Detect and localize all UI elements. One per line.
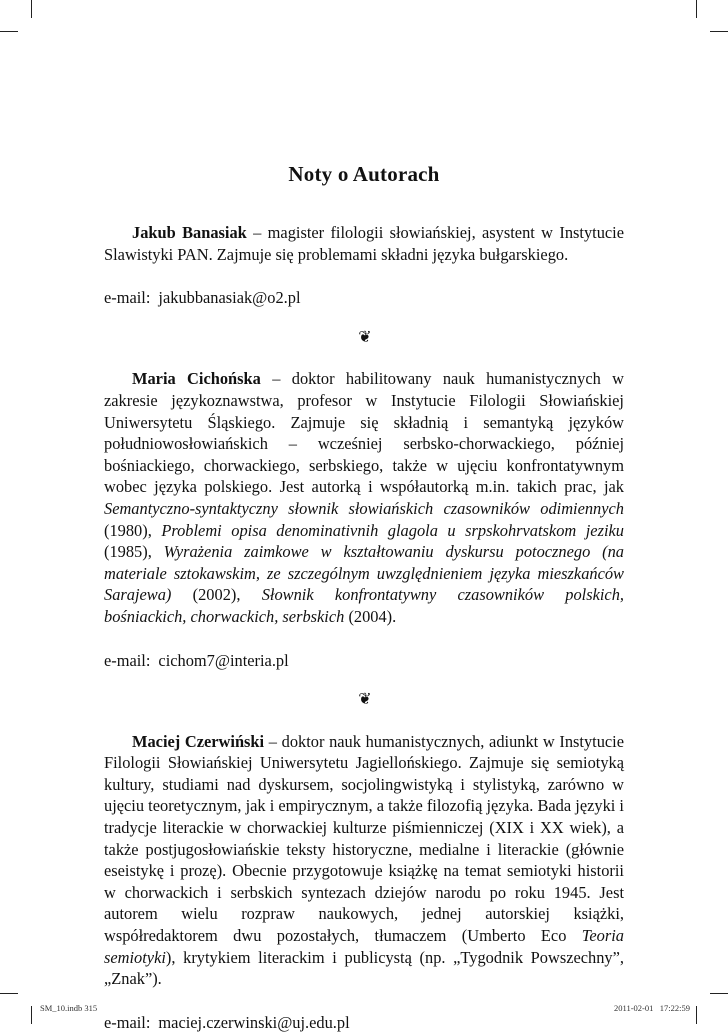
work-title: Problemi opisa denominativnih glagola u srpskohrvatskom jeziku [161,520,624,540]
author-bio: ), krytykiem literackim i publicystą (np. „Tygodnik Powszechny”, „Znak”). [104,947,624,989]
author-bio: (1985), [104,542,164,562]
author-bio: – doktor nauk humanistycznych, adiunkt w Instytucie Filologii Słowiańskiej Uniwersytetu Jagiellońskiego. Zajmuje się semiotyką kultury, studiami nad dyskursem, socjolingwistyką i stylistyką, zarówno w ujęciu teoretycznym, jak i empirycznym, a także filozofią języka. Bada języki i tradycje literackie w chorwackiej kulturze piśmienniczej (XIX i XX wiek), a także postjugosłowiańskie teksty historyczne, medialne i literackie (głównie eseistykę i prozę). Obecnie przygotowuje książkę na temat semiotyki historii w chorwackich i serbskich syntezach dziejów narodu po roku 1945. Jest autorem wielu rozpraw naukowych, jednej autorskiej książki, współredaktorem dwu pozostałych, tłumaczem (Umberto Eco [104,731,625,946]
crop-mark-bottom-right-vertical [696,1006,697,1024]
author-name: Maciej Czerwiński [132,731,265,751]
author-bio: – doktor habilitowany nauk humanistycznych w zakresie językoznawstwa, profesor w Instytucie Filologii Słowiańskiej Uniwersytetu Śląskiego. Zajmuje się składnią i semantyką języków południowosłowiańskich – wcześniej serbsko-chorwackiego, później bośniackiego, chorwackiego, serbskiego, także w ujęciu konfrontatywnym wobec języka polskiego. Jest autorką i współautorką m.in. takich prac, jak [104,369,624,497]
crop-mark-top-right-vertical [696,0,697,18]
author-email-line [104,650,624,672]
email-label: e-mail: [104,650,151,670]
work-title: Słownik konfrontatywny czasowników polskich, bośniackich, chorwackich, serbskich [104,585,624,626]
author-name: Maria Cichońska [132,369,261,389]
email-address: maciej.czerwinski@uj.edu.pl [158,1012,350,1032]
email-label: e-mail: [104,1012,151,1032]
author-email-line [104,1012,624,1033]
crop-mark-top-left-vertical [31,0,32,18]
author-entry [104,731,624,990]
author-name: Jakub Banasiak [132,223,247,242]
author-bio: (1980), [104,520,162,540]
author-entry [104,368,624,627]
footer-file-info: SM_10.indb 315 [40,1003,98,1013]
footer-timestamp: 2011-02-01 17:22:59 [614,1003,690,1013]
author-bio: – magister filologii słowiańskiej, asystent w Instytucie Slawistyki PAN. Zajmuje się problemami składni języka bułgarskiego. [104,223,624,264]
page-title: Noty o Autorach [288,162,440,186]
work-title: Semantyczno-syntaktyczny słownik słowiańskich czasowników odimiennych [104,498,624,518]
work-title: Teoria semiotyki [104,926,624,967]
crop-mark-top-right-horizontal [710,31,728,32]
ornament-icon: ❦ [358,328,370,346]
email-address: jakubbanasiak@o2.pl [158,288,301,308]
author-email-line [104,287,624,309]
email-address: cichom7@interia.pl [158,650,289,670]
work-title: Wyrażenia zaimkowe w kształtowaniu dyskursu potocznego (na materiale sztokawskim, ze szczególnym uwzględnieniem języka mieszkańców Sarajewa) [104,542,624,605]
author-entry [104,222,624,265]
author-bio: (2004). [344,606,397,626]
ornament-icon: ❦ [358,691,370,709]
author-bio: (2002), [171,585,262,605]
crop-mark-bottom-left-horizontal [0,993,18,994]
crop-mark-bottom-left-vertical [31,1006,32,1024]
crop-mark-bottom-right-horizontal [710,993,728,994]
crop-mark-top-left-horizontal [0,31,18,32]
authors-notes [104,222,624,1033]
email-label: e-mail: [104,288,151,308]
